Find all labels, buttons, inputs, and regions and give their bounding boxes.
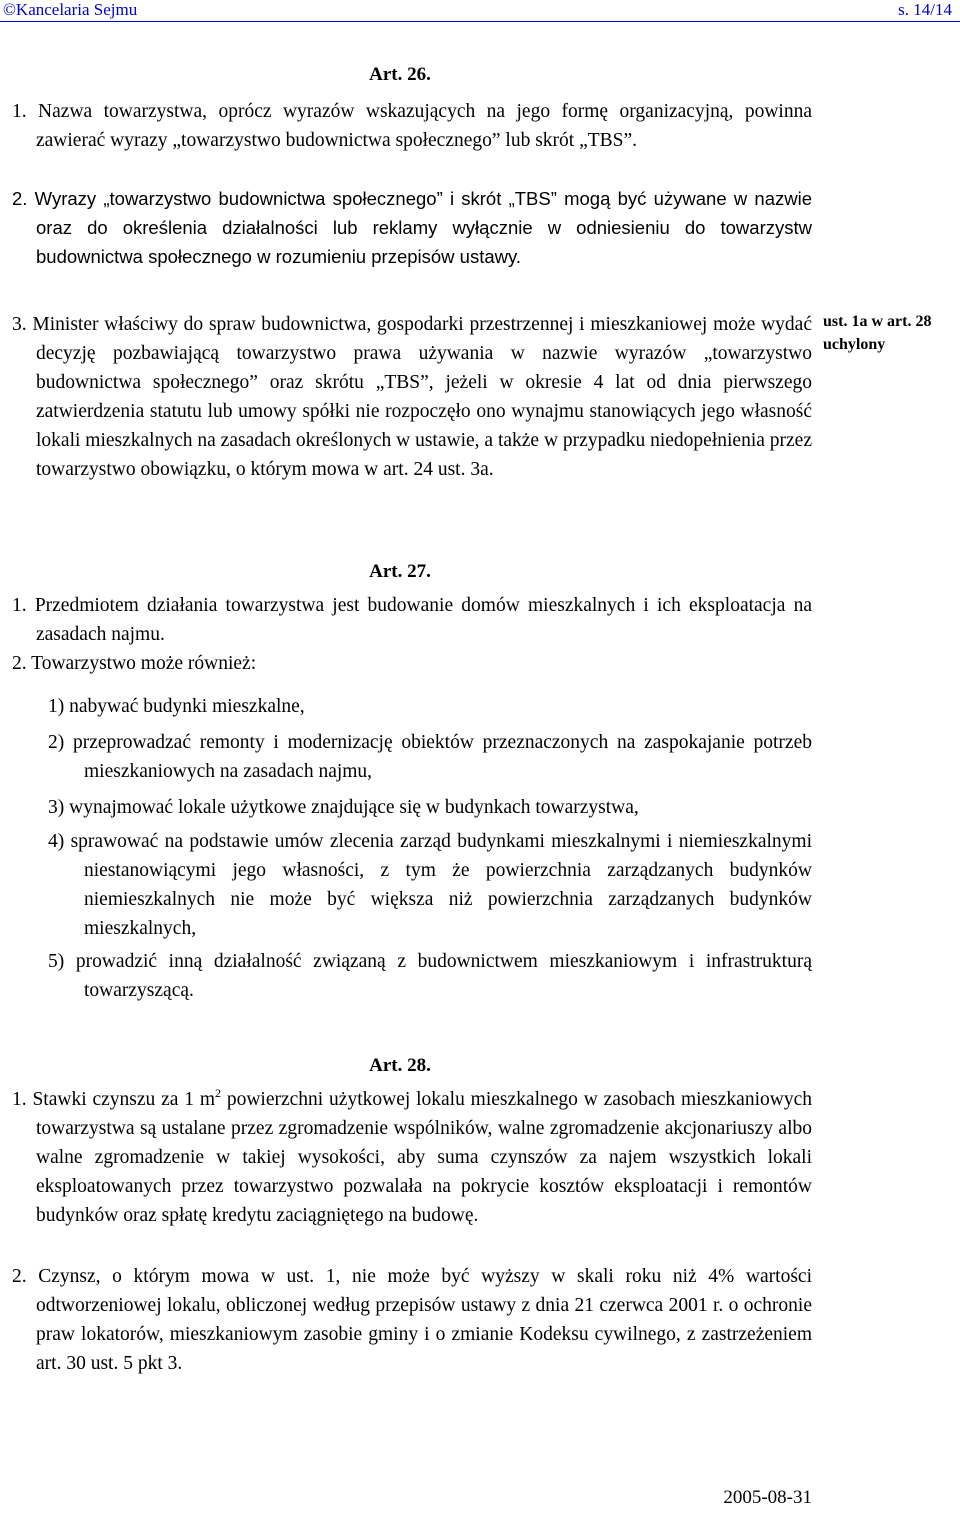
superscript-2: 2 [215, 1086, 221, 1100]
footer-date: 2005-08-31 [723, 1487, 812, 1508]
art27-item-5: 5) prowadzić inną działalność związaną z budownictwem mieszkaniowym i infrastrukturą towarzyszącą. [48, 951, 812, 1001]
margin-note-line-2: uchylony [823, 336, 886, 353]
art27-item-4: 4) sprawować na podstawie umów zlecenia zarząd budynkami mieszkalnymi i niemieszkalnymi niestanowiącymi jego własności, z tym że powierzchnia zarządzanych budynków niemieszkalnych nie może być większa niż powierzchnia zarządzanych budynków mieszkalnych, [48, 831, 812, 939]
article-28-title: Art. 28. [369, 1055, 431, 1076]
article-26-title: Art. 26. [369, 64, 431, 85]
art27-item-1: 1) nabywać budynki mieszkalne, [48, 696, 305, 717]
art26-paragraph-2: 2. Wyrazy „towarzystwo budownictwa społecznego” i skrót „TBS” mogą być używane w nazwie oraz do określenia działalności lub reklamy wyłącznie w odniesieniu do towarzystw budownictwa społecznego w rozumieniu przepisów ustawy. [12, 188, 812, 267]
article-27-title: Art. 27. [369, 561, 431, 582]
page-number: s. 14/14 [898, 0, 952, 19]
art27-paragraph-1: 1. Przedmiotem działania towarzystwa jest budowanie domów mieszkalnych i ich eksploatacja na zasadach najmu. [12, 595, 812, 645]
header-divider [0, 21, 960, 22]
art27-item-2: 2) przeprowadzać remonty i modernizację obiektów przeznaczonych na zaspokajanie potrzeb mieszkaniowych na zasadach najmu, [48, 732, 812, 782]
art28-paragraph-2: 2. Czynsz, o którym mowa w ust. 1, nie może być wyższy w skali roku niż 4% wartości odtworzeniowej lokalu, obliczonej według przepisów ustawy z dnia 21 czerwca 2001 r. o ochronie praw lokatorów, mieszkaniowym zasobie gminy i o zmianie Kodeksu cywilnego, z zastrzeżeniem art. 30 ust. 5 pkt 3. [12, 1266, 812, 1374]
margin-note-line-1: ust. 1a w art. 28 [823, 313, 932, 330]
page-header [0, 0, 960, 22]
art28-p1-start: 1. Stawki czynszu za 1 m [12, 1089, 215, 1110]
margin-note [823, 310, 958, 356]
art27-item-3: 3) wynajmować lokale użytkowe znajdujące się w budynkach towarzystwa, [48, 797, 639, 818]
art26-paragraph-3: 3. Minister właściwy do spraw budownictwa, gospodarki przestrzennej i mieszkaniowej może wydać decyzję pozbawiającą towarzystwo prawa używania w nazwie wyrazów „towarzystwo budownictwa społecznego” oraz skrótu „TBS”, jeżeli w okresie 4 lat od dnia pierwszego zatwierdzenia statutu lub umowy spółki nie rozpoczęło ono wynajmu stanowiących jego własność lokali mieszkalnych na zasadach określonych w ustawie, a także w przypadku niedopełnienia przez towarzystwo obowiązku, o którym mowa w art. 24 ust. 3a. [12, 314, 812, 480]
source-label: ©Kancelaria Sejmu [3, 0, 138, 19]
art28-p1-rest: powierzchni użytkowej lokalu mieszkalnego w zasobach mieszkaniowych towarzystwa są ustalane przez zgromadzenie wspólników, walne zgromadzenie akcjonariuszy albo walne zgromadzenie w takiej wysokości, aby suma czynszów za najem wszystkich lokali eksploatowanych przez towarzystwo pozwalała na pokrycie kosztów eksploatacji i remontów budynków oraz spłatę kredytu zaciągniętego na budowę. [36, 1089, 812, 1226]
art28-paragraph-1 [12, 1085, 812, 1230]
art27-paragraph-2: 2. Towarzystwo może również: [12, 653, 257, 674]
art26-paragraph-1: 1. Nazwa towarzystwa, oprócz wyrazów wskazujących na jego formę organizacyjną, powinna zawierać wyrazy „towarzystwo budownictwa społecznego” lub skrót „TBS”. [12, 101, 812, 151]
